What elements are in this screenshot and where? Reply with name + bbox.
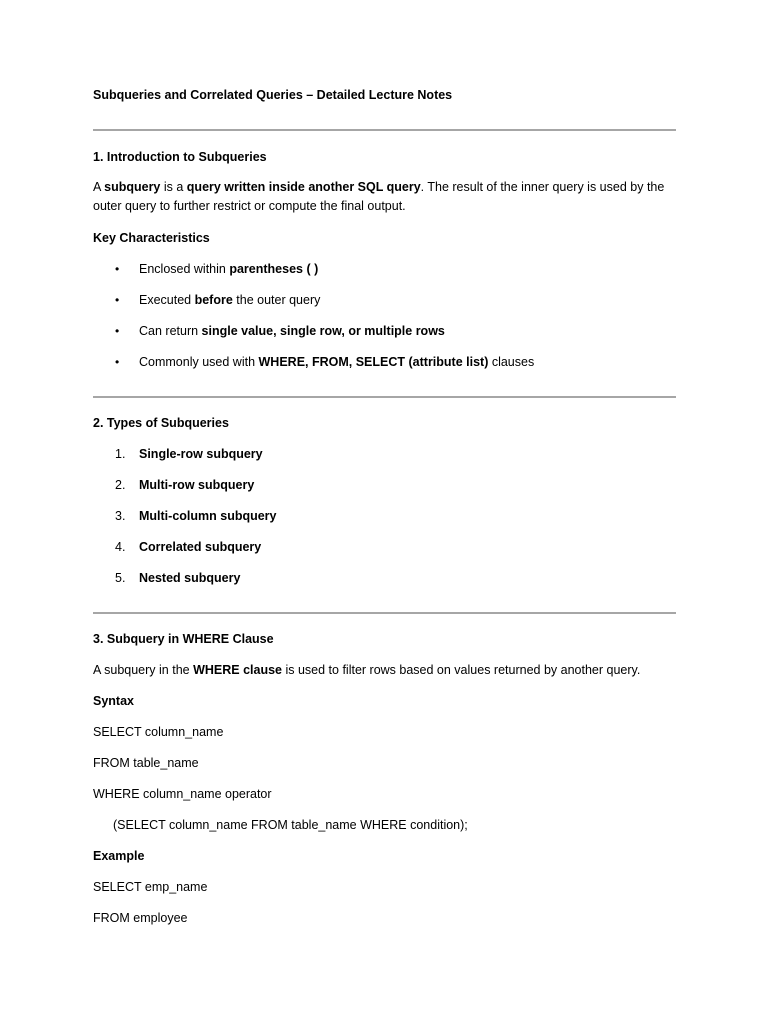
intro-text: . The result of the inner query is used by the outer query to further restrict or compute the final output. bbox=[93, 180, 665, 213]
code-line: SELECT column_name bbox=[93, 725, 224, 739]
bullet-glyph: • bbox=[115, 262, 120, 276]
section-divider bbox=[93, 396, 676, 398]
code-line: (SELECT column_name FROM table_name WHERE condition); bbox=[113, 818, 468, 832]
list-item: Executed before the outer query bbox=[139, 293, 321, 307]
key-characteristics-heading: Key Characteristics bbox=[93, 231, 210, 245]
list-item: Enclosed within parentheses ( ) bbox=[139, 262, 319, 276]
example-label: Example bbox=[93, 849, 145, 863]
list-item: Single-row subquery bbox=[139, 447, 263, 461]
document-title: Subqueries and Correlated Queries – Detailed Lecture Notes bbox=[93, 88, 453, 102]
section-2-heading: 2. Types of Subqueries bbox=[93, 416, 229, 430]
list-item: Can return single value, single row, or multiple rows bbox=[139, 324, 445, 338]
code-line: SELECT emp_name bbox=[93, 880, 208, 894]
intro-bold: query written inside another SQL query bbox=[186, 180, 421, 194]
code-line: FROM table_name bbox=[93, 756, 199, 770]
intro-bold: subquery bbox=[104, 180, 161, 194]
code-line: FROM employee bbox=[93, 911, 188, 925]
list-number: 4. bbox=[115, 540, 126, 554]
list-number: 5. bbox=[115, 571, 126, 585]
section-1-intro bbox=[93, 178, 676, 216]
list-item: Multi-row subquery bbox=[139, 478, 255, 492]
section-divider bbox=[93, 612, 676, 614]
intro-text: A bbox=[93, 180, 105, 194]
bullet-glyph: • bbox=[115, 293, 120, 307]
list-number: 2. bbox=[115, 478, 126, 492]
syntax-label: Syntax bbox=[93, 694, 134, 708]
section-3-heading: 3. Subquery in WHERE Clause bbox=[93, 632, 274, 646]
section-1-heading: 1. Introduction to Subqueries bbox=[93, 150, 267, 164]
code-line: WHERE column_name operator bbox=[93, 787, 272, 801]
list-number: 3. bbox=[115, 509, 126, 523]
list-number: 1. bbox=[115, 447, 126, 461]
list-item: Multi-column subquery bbox=[139, 509, 277, 523]
intro-text: is a bbox=[160, 180, 187, 194]
list-item: Commonly used with WHERE, FROM, SELECT (attribute list) clauses bbox=[139, 355, 535, 369]
list-item: Nested subquery bbox=[139, 571, 241, 585]
section-3-intro: A subquery in the WHERE clause is used to filter rows based on values returned by another query. bbox=[93, 663, 641, 677]
list-item: Correlated subquery bbox=[139, 540, 262, 554]
section-divider bbox=[93, 129, 676, 131]
bullet-glyph: • bbox=[115, 324, 120, 338]
bullet-glyph: • bbox=[115, 355, 120, 369]
